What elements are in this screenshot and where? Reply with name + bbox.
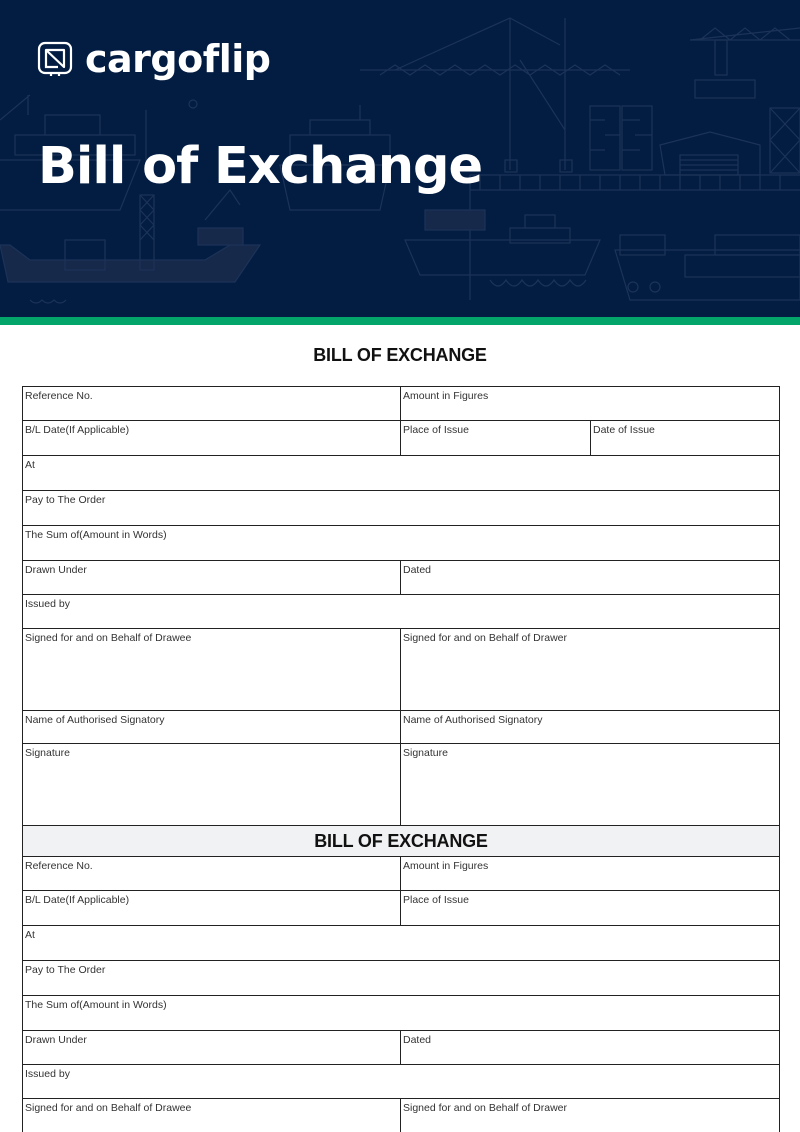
amount-in-figures-field[interactable] xyxy=(400,387,779,420)
field-label: B/L Date(If Applicable) xyxy=(25,424,130,436)
drawer-signature-field[interactable] xyxy=(400,744,779,825)
field-label: Drawn Under xyxy=(25,564,87,576)
bl-date-field[interactable] xyxy=(23,421,400,455)
form1-row-reference xyxy=(23,387,779,421)
field-label: Name of Authorised Signatory xyxy=(25,714,165,726)
field-label: Reference No. xyxy=(25,390,93,402)
bl-date-field[interactable] xyxy=(23,891,400,925)
cargoflip-logo-icon xyxy=(37,41,73,77)
drawer-signatory-name-field[interactable] xyxy=(400,711,779,743)
signed-for-drawer-field[interactable] xyxy=(400,629,779,710)
field-label: Signed for and on Behalf of Drawer xyxy=(403,1102,568,1114)
drawn-under-field[interactable] xyxy=(23,1031,400,1064)
signed-for-drawer-field[interactable] xyxy=(400,1099,779,1132)
form2-heading: BILL OF EXCHANGE xyxy=(314,830,488,851)
field-label: Signed for and on Behalf of Drawee xyxy=(25,1102,192,1114)
bill-of-exchange-form xyxy=(22,386,780,1132)
form1-row-signatory xyxy=(23,711,779,744)
field-label: At xyxy=(25,929,35,941)
form2-row-pay-to xyxy=(23,961,779,996)
at-field[interactable] xyxy=(23,456,779,490)
field-label: Dated xyxy=(403,564,432,576)
pay-to-order-field[interactable] xyxy=(23,491,779,525)
field-label: Place of Issue xyxy=(403,894,469,906)
dated-field[interactable] xyxy=(400,561,779,594)
header-banner xyxy=(0,0,800,317)
field-label: Signature xyxy=(403,747,448,759)
field-label: The Sum of(Amount in Words) xyxy=(25,999,167,1011)
dated-field[interactable] xyxy=(400,1031,779,1064)
drawee-signatory-name-field[interactable] xyxy=(23,711,400,743)
page-title: Bill of Exchange xyxy=(38,137,483,196)
field-label: Amount in Figures xyxy=(403,860,489,872)
drawn-under-field[interactable] xyxy=(23,561,400,594)
issued-by-field[interactable] xyxy=(23,595,779,628)
field-label: B/L Date(If Applicable) xyxy=(25,894,130,906)
field-label: Amount in Figures xyxy=(403,390,489,402)
drawee-signature-field[interactable] xyxy=(23,744,400,825)
form1-row-pay-to xyxy=(23,491,779,526)
field-label: The Sum of(Amount in Words) xyxy=(25,529,167,541)
field-label: Issued by xyxy=(25,598,70,610)
field-label: Pay to The Order xyxy=(25,964,106,976)
field-label: At xyxy=(25,459,35,471)
form1-row-issued-by xyxy=(23,595,779,629)
form2-row-drawn-under xyxy=(23,1031,779,1065)
form1-row-at xyxy=(23,456,779,491)
form1-row-drawn-under xyxy=(23,561,779,595)
pay-to-order-field[interactable] xyxy=(23,961,779,995)
date-of-issue-field[interactable] xyxy=(590,421,779,455)
amount-in-figures-field[interactable] xyxy=(400,857,779,890)
field-label: Pay to The Order xyxy=(25,494,106,506)
signed-for-drawee-field[interactable] xyxy=(23,1099,400,1132)
document-heading: BILL OF EXCHANGE xyxy=(313,345,487,365)
form2-row-signed-for xyxy=(23,1099,779,1132)
field-label: Dated xyxy=(403,1034,432,1046)
form1-row-bl-date xyxy=(23,421,779,456)
field-label: Signature xyxy=(25,747,70,759)
form1-row-signed-for xyxy=(23,629,779,711)
brand-name: cargoflip xyxy=(85,37,271,81)
brand xyxy=(37,38,271,80)
sum-in-words-field[interactable] xyxy=(23,996,779,1030)
form1-row-signature xyxy=(23,744,779,826)
field-label: Place of Issue xyxy=(403,424,469,436)
reference-no-field[interactable] xyxy=(23,857,400,890)
accent-divider xyxy=(0,317,800,325)
form2-heading-row xyxy=(23,826,779,857)
at-field[interactable] xyxy=(23,926,779,960)
place-of-issue-field[interactable] xyxy=(400,421,590,455)
field-label: Drawn Under xyxy=(25,1034,87,1046)
reference-no-field[interactable] xyxy=(23,387,400,420)
form1-row-sum xyxy=(23,526,779,561)
field-label: Reference No. xyxy=(25,860,93,872)
form2-row-issued-by xyxy=(23,1065,779,1099)
form2-row-sum xyxy=(23,996,779,1031)
issued-by-field[interactable] xyxy=(23,1065,779,1098)
field-label: Signed for and on Behalf of Drawee xyxy=(25,632,192,644)
field-label: Signed for and on Behalf of Drawer xyxy=(403,632,568,644)
field-label: Issued by xyxy=(25,1068,70,1080)
field-label: Name of Authorised Signatory xyxy=(403,714,543,726)
form2-row-bl-date xyxy=(23,891,779,926)
sum-in-words-field[interactable] xyxy=(23,526,779,560)
signed-for-drawee-field[interactable] xyxy=(23,629,400,710)
form2-row-at xyxy=(23,926,779,961)
field-label: Date of Issue xyxy=(593,424,655,436)
place-of-issue-field[interactable] xyxy=(400,891,779,925)
form2-row-reference xyxy=(23,857,779,891)
